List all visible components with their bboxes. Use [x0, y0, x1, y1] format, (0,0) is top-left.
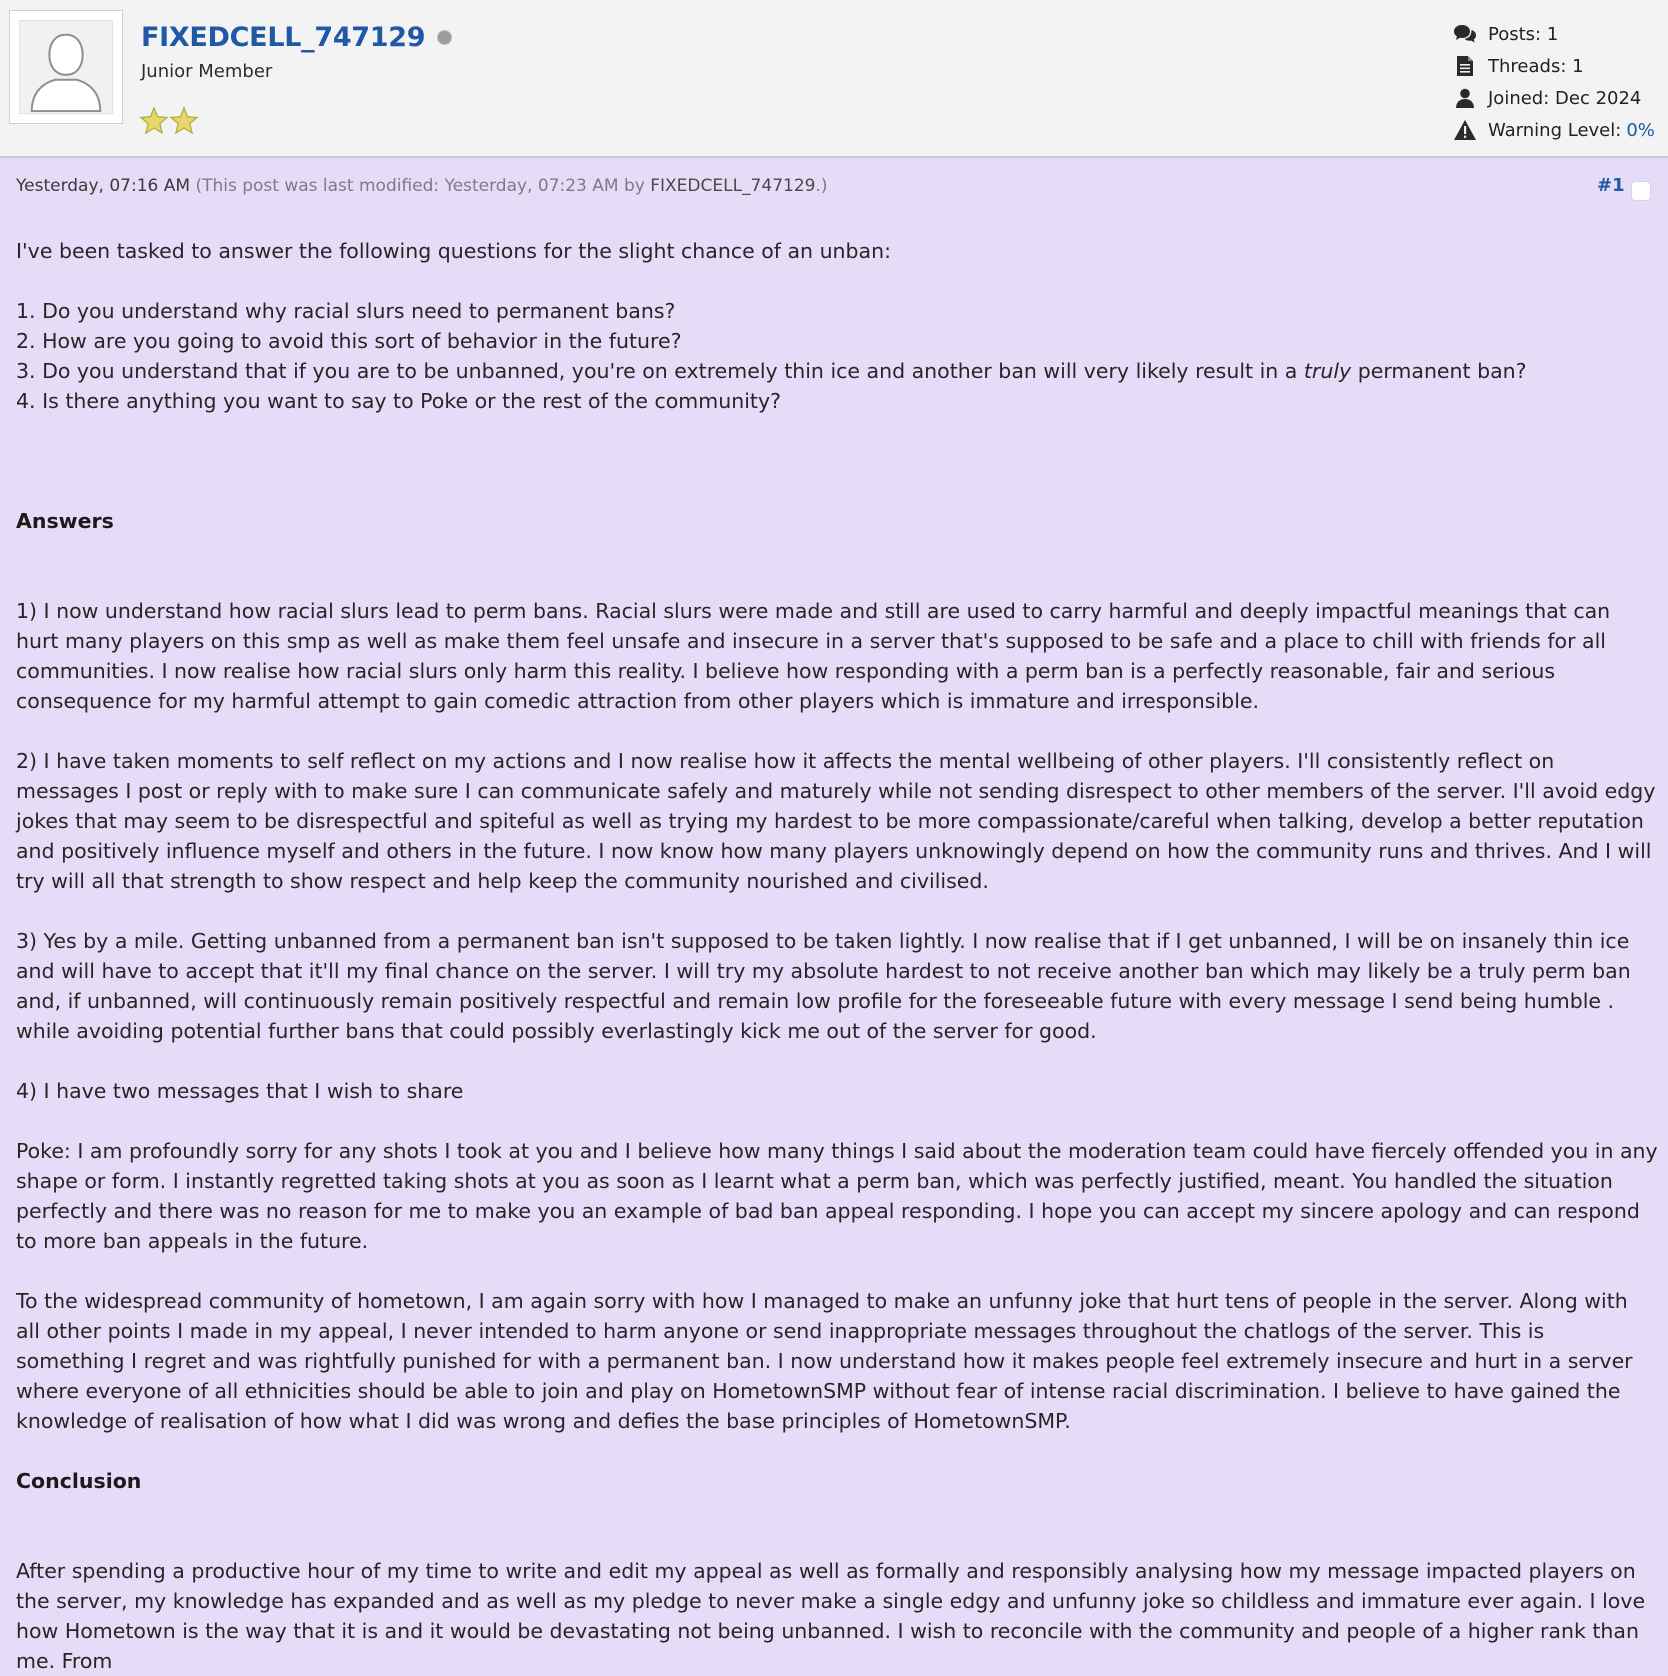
conclusion-text: After spending a productive hour of my time to write and edit my appeal as well as formally and responsibly analysing how my message impacted players on the server, my knowledge has expanded and as well as my pledge to never make a single edgy and unfunny joke so childless and immature ever again. I love how Hometown is the way that it is and it would be devastating not being unbanned. I wish to reconcile with the community and people of a higher rank than me. From [16, 1559, 1646, 1673]
post-select-checkbox[interactable] [1631, 181, 1651, 201]
question-3-end: permanent ban? [1357, 359, 1527, 383]
conclusion-heading: Conclusion [16, 1469, 142, 1493]
user-title: Junior Member [141, 61, 273, 82]
post-date: Yesterday, 07:16 AM [16, 176, 191, 196]
user-icon [1452, 86, 1478, 110]
answer-2-part-1: 2) I have taken moments to self reflect on my actions and I now realise how it affects the mental wellbeing of other players. I'll consistently reflect on messages I post or reply with to make sure I can communicate safely and maturely while not sending disrespect to other members of the server. I'll avoid edgy jokes that may seem to be disrespectful and spiteful as well as trying my hardest to be more compassionate/careful when talking, develop a better reputation [16, 749, 1656, 833]
star-icon [139, 106, 169, 136]
warning-label: Warning Level: [1488, 119, 1622, 141]
post-number-link[interactable]: #1 [1597, 175, 1625, 196]
threads-count[interactable]: Threads: 1 [1488, 55, 1584, 77]
username-link[interactable]: FIXEDCELL_747129 [141, 22, 426, 53]
intro-text: I've been tasked to answer the following questions for the slight chance of an unban: [16, 239, 892, 263]
question-2: 2. How are you going to avoid this sort of behavior in the future? [16, 329, 682, 353]
answer-1: 1) I now understand how racial slurs lead to perm bans. Racial slurs were made and still are used to carry harmful and deeply impactful meanings that can hurt many players on this smp as well as make them feel unsafe and insecure in a server that's supposed to be safe and a place to chill with friends for all communities. I now realise how racial slurs only harm this reality. I believe how responding with a perm ban is a perfectly reasonable, fair and serious consequence for my harmful attempt to gain comedic attraction from other players which is immature and irresponsible. [16, 599, 1611, 713]
stat-warning [1452, 114, 1655, 146]
default-avatar-icon [19, 20, 113, 114]
speech-bubbles-icon [1452, 22, 1478, 46]
question-3-start: 3. Do you understand that if you are to be unbanned, you're on extremely thin ice and another ban will very likely result in a [16, 359, 1298, 383]
edited-by-link[interactable]: FIXEDCELL_747129 [650, 176, 816, 196]
answer-4: 4) I have two messages that I wish to share [16, 1079, 464, 1103]
offline-status-icon [437, 30, 452, 45]
post-body [16, 236, 1658, 1676]
edit-notice-prefix: (This post was last modified: Yesterday, 07:23 AM by [195, 176, 645, 196]
author-stats [1452, 18, 1655, 146]
user-stars [139, 106, 199, 136]
joined-date: Joined: Dec 2024 [1488, 87, 1642, 109]
username-row [141, 22, 452, 53]
question-3-emphasis: truly [1303, 359, 1352, 383]
message-to-community: To the widespread community of hometown, I am again sorry with how I managed to make an unfunny joke that hurt tens of people in the server. Along with all other points I made in my appeal, I never intended to harm anyone or send inappropriate messages throughout the chatlogs of the server. This is something I regret and was rightfully punished for with a permanent ban. I now understand how it makes people feel extremely insecure and hurt in a server where everyone of all ethnicities should be able to join and play on HometownSMP without fear of intense racial discrimination. I believe to have gained the knowledge of realisation of how what I did was wrong and defies the base principles of HometownSMP. [16, 1289, 1633, 1433]
question-1: 1. Do you understand why racial slurs need to permanent bans? [16, 299, 676, 323]
star-icon [169, 106, 199, 136]
stat-posts [1452, 18, 1655, 50]
posts-count[interactable]: Posts: 1 [1488, 23, 1559, 45]
avatar[interactable] [9, 10, 123, 124]
edit-notice [195, 176, 827, 196]
post-author-panel [0, 0, 1668, 158]
warning-triangle-icon [1452, 118, 1478, 142]
post-meta [16, 176, 828, 196]
document-icon [1452, 54, 1478, 78]
answer-2-part-2: and positively influence myself and others in the future. I now know how many players unknowingly depend on how the community runs and thrives. And I will try will all that strength to show respect and help keep the community nourished and civilised. [16, 839, 1652, 893]
question-4: 4. Is there anything you want to say to Poke or the rest of the community? [16, 389, 781, 413]
stat-threads [1452, 50, 1655, 82]
message-to-poke: Poke: I am profoundly sorry for any shots I took at you and I believe how many things I said about the moderation team could have fiercely offended you in any shape or form. I instantly regretted taking shots at you as soon as I learnt what a perm ban, which was perfectly justified, meant. You handled the situation perfectly and there was no reason for me to make you an example of bad ban appeal responding. I hope you can accept my sincere apology and can respond to more ban appeals in the future. [16, 1139, 1658, 1253]
stat-joined [1452, 82, 1655, 114]
warning-level-link[interactable]: 0% [1626, 119, 1655, 141]
edit-notice-suffix: .) [815, 176, 828, 196]
answers-heading: Answers [16, 509, 114, 533]
question-3 [16, 356, 1658, 386]
answer-3: 3) Yes by a mile. Getting unbanned from a permanent ban isn't supposed to be taken lightly. I now realise that if I get unbanned, I will be on insanely thin ice and will have to accept that it'll my final chance on the server. I will try my absolute hardest to not receive another ban which may likely be a truly perm ban and, if unbanned, will continuously remain positively respectful and remain low profile for the foreseeable future with every message I send being humble . while avoiding potential further bans that could possibly everlastingly kick me out of the server for good. [16, 929, 1631, 1043]
